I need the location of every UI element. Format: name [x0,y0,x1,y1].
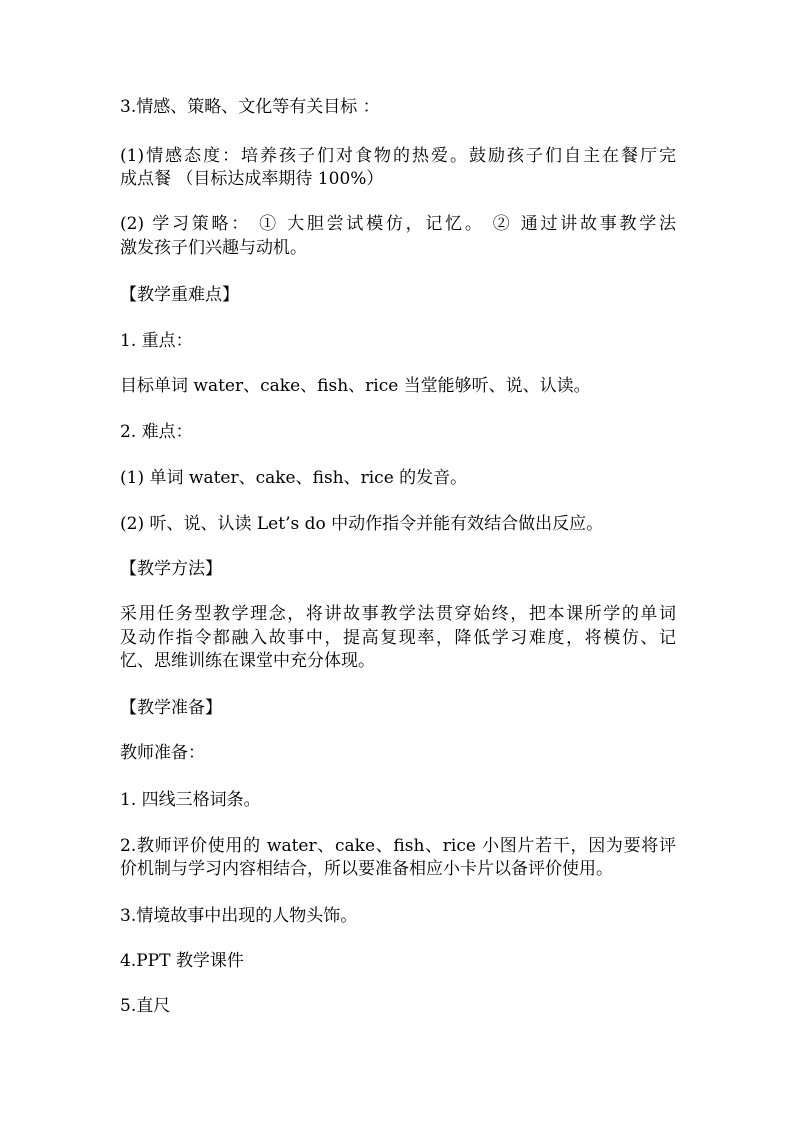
preparation-heading: 【教学准备】 [120,698,222,718]
difficulty-label: 2. 难点： [120,422,193,442]
preparation-item-3: 3.情境故事中出现的人物头饰。 [120,906,358,926]
preparation-item-2-line-2: 价机制与学习内容相结合，所以要准备相应小卡片以备评价使用。 [120,859,613,879]
preparation-item-1: 1. 四线三格词条。 [120,790,261,810]
preparation-item-2-line-1: 2.教师评价使用的 water、cake、fish、rice 小图片若干，因为要将评 [120,836,676,856]
learning-strategy-line-1: (2) 学习策略： ① 大胆尝试模仿，记忆。 ② 通过讲故事教学法 [120,214,676,234]
method-line-1: 采用任务型教学理念，将讲故事教学法贯穿始终，把本课所学的单词 [120,604,676,624]
method-line-3: 忆、思维训练在课堂中充分体现。 [120,651,375,671]
preparation-item-4: 4.PPT 教学课件 [120,951,244,971]
method-line-2: 及动作指令都融入故事中，提高复现率，降低学习难度，将模仿、记 [120,628,676,648]
goal-3-heading: 3.情感、策略、文化等有关目标 ： [120,97,380,117]
emotion-attitude-line-1: (1)情感态度：培养孩子们对食物的热爱。鼓励孩子们自主在餐厅完 [120,146,676,166]
difficulty-item-1: (1) 单词 water、cake、fish、rice 的发音。 [120,468,468,488]
difficulty-item-2: (2) 听、说、认读 Let’s do 中动作指令并能有效结合做出反应。 [120,514,604,534]
key-point-text: 目标单词 water、cake、fish、rice 当堂能够听、说、认读。 [120,376,591,396]
preparation-item-5: 5.直尺 [120,996,171,1016]
learning-strategy-line-2: 激发孩子们兴趣与动机。 [120,238,307,258]
method-heading: 【教学方法】 [120,559,222,579]
key-points-heading: 【教学重难点】 [120,285,239,305]
emotion-attitude-line-2: 成点餐 （目标达成率期待 100%） [120,169,384,189]
teacher-preparation-label: 教师准备： [120,743,205,763]
key-point-label: 1. 重点： [120,331,193,351]
